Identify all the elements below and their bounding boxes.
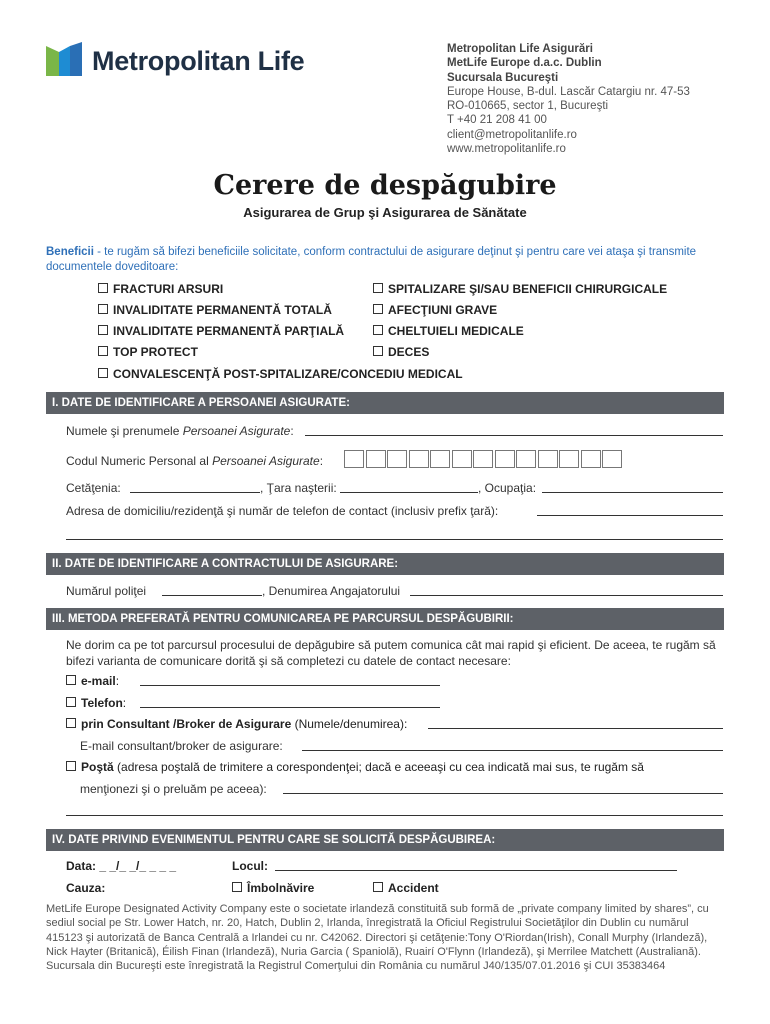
cnp-digit[interactable] bbox=[366, 450, 386, 468]
label-italic: Persoanei Asigurate bbox=[212, 454, 320, 468]
checkbox[interactable] bbox=[98, 304, 108, 314]
event-place-label: Locul: bbox=[232, 859, 268, 873]
date-mask: _ _/_ _/_ _ _ _ bbox=[99, 859, 177, 873]
logo-text: Metropolitan Life bbox=[92, 46, 305, 76]
cause-accident-option[interactable] bbox=[373, 881, 439, 895]
communication-paragraph: Ne dorim ca pe tot parcursul procesului de depăgubire să putem comunica cât mai rapid şi eficient. De aceea, te rugăm să bifezi varianta de comunicare dorită şi să completezi cu datele de contact necesare: bbox=[66, 638, 716, 668]
benefit-label: FRACTURI ARSURI bbox=[113, 282, 224, 296]
checkbox[interactable] bbox=[66, 675, 76, 685]
cnp-digit[interactable] bbox=[581, 450, 601, 468]
benefit-label: TOP PROTECT bbox=[113, 345, 198, 359]
email-field[interactable] bbox=[140, 685, 440, 686]
employer-field[interactable] bbox=[410, 595, 723, 596]
benefit-deces[interactable] bbox=[373, 345, 429, 359]
cnp-digit[interactable] bbox=[559, 450, 579, 468]
post-note-2: menţionezi şi o preluăm pe aceea): bbox=[80, 782, 267, 796]
company-address-2: RO-010665, sector 1, Bucureşti bbox=[447, 100, 609, 113]
occupation-label: , Ocupaţia: bbox=[478, 481, 537, 495]
benefit-label: INVALIDITATE PERMANENTĂ TOTALĂ bbox=[113, 303, 332, 317]
benefit-label: DECES bbox=[388, 345, 430, 359]
company-address-1: Europe House, B-dul. Lascăr Catargiu nr. 47-53 bbox=[447, 85, 690, 98]
page-title: Cerere de despăgubire bbox=[213, 170, 557, 201]
phone-field[interactable] bbox=[140, 707, 440, 708]
label-text: Codul Numeric Personal al bbox=[66, 454, 213, 468]
cnp-digit[interactable] bbox=[430, 450, 450, 468]
cnp-digit[interactable] bbox=[409, 450, 429, 468]
option-label: Telefon bbox=[81, 696, 123, 710]
company-info bbox=[447, 42, 747, 156]
cnp-input-boxes[interactable] bbox=[344, 450, 624, 469]
benefits-label: Beneficii bbox=[46, 246, 94, 258]
post-option[interactable] bbox=[66, 760, 644, 774]
metlife-logo bbox=[46, 42, 346, 80]
benefits-intro bbox=[46, 245, 726, 275]
company-name-3: Sucursala Bucureşti bbox=[447, 71, 559, 84]
legal-footer-registration: Sucursala din Bucureşti este înregistrată la Registrul Comerţului din România cu numărul J40/135/07.01.2016 şi CUI 35383464 bbox=[46, 960, 666, 973]
benefit-label: CONVALESCENŢĂ POST-SPITALIZARE/CONCEDIU MEDICAL bbox=[113, 367, 463, 381]
benefit-invaliditate-totala[interactable] bbox=[98, 303, 332, 317]
event-cause-label: Cauza: bbox=[66, 881, 106, 895]
consultant-email-field[interactable] bbox=[302, 750, 723, 751]
date-label: Data: bbox=[66, 859, 97, 873]
benefit-fracturi[interactable] bbox=[98, 282, 223, 296]
label-text: Numele şi prenumele bbox=[66, 424, 183, 438]
company-name-1: Metropolitan Life Asigurări bbox=[447, 43, 593, 55]
insured-name-label: Numele şi prenumele Persoanei Asigurate: bbox=[66, 424, 294, 438]
checkbox[interactable] bbox=[66, 718, 76, 728]
birth-country-label: , Ţara naşterii: bbox=[260, 481, 337, 495]
option-label: Poştă bbox=[81, 760, 114, 774]
event-date[interactable] bbox=[66, 859, 176, 873]
benefit-convalescenta[interactable] bbox=[98, 367, 463, 381]
option-note: (Numele/denumirea): bbox=[291, 717, 408, 731]
label-italic: Persoanei Asigurate bbox=[182, 424, 291, 438]
post-address-field[interactable] bbox=[283, 793, 723, 794]
benefit-cheltuieli[interactable] bbox=[373, 324, 524, 338]
company-website: www.metropolitanlife.ro bbox=[447, 143, 566, 156]
benefit-spitalizare[interactable] bbox=[373, 282, 667, 296]
checkbox[interactable] bbox=[373, 346, 383, 356]
page-subtitle: Asigurarea de Grup şi Asigurarea de Sănătate bbox=[243, 205, 527, 220]
company-name-2: MetLife Europe d.a.c. Dublin bbox=[447, 57, 602, 70]
benefits-intro-text: - te rugăm să bifezi beneficiile solicitate, conform contractului de asigurare deţinut şi pentru care vei ataşa şi transmite documentele doveditoare: bbox=[46, 246, 697, 273]
cnp-digit[interactable] bbox=[495, 450, 515, 468]
post-address-field-line-2[interactable] bbox=[66, 815, 723, 816]
checkbox[interactable] bbox=[232, 882, 242, 892]
consultant-name-field[interactable] bbox=[428, 728, 723, 729]
checkbox[interactable] bbox=[98, 368, 108, 378]
option-label: Îmbolnăvire bbox=[247, 881, 315, 895]
cnp-digit[interactable] bbox=[387, 450, 407, 468]
section-3-header: III. METODA PREFERATĂ PENTRU COMUNICAREA PE PARCURSUL DESPĂGUBIRII: bbox=[46, 608, 724, 630]
cnp-digit[interactable] bbox=[516, 450, 536, 468]
citizenship-field[interactable] bbox=[130, 492, 260, 493]
benefit-invaliditate-partiala[interactable] bbox=[98, 324, 344, 338]
option-label: e-mail bbox=[81, 674, 116, 688]
benefit-label: INVALIDITATE PERMANENTĂ PARŢIALĂ bbox=[113, 324, 345, 338]
consultant-option[interactable] bbox=[66, 717, 407, 731]
company-phone: T +40 21 208 41 00 bbox=[447, 114, 547, 127]
option-note: (adresa poştală de trimitere a corespondenţei; dacă e aceeaşi cu cea indicată mai sus, te rugăm să bbox=[113, 760, 644, 774]
cnp-label: Codul Numeric Personal al Persoanei Asigurate: bbox=[66, 454, 324, 468]
checkbox[interactable] bbox=[373, 325, 383, 335]
checkbox[interactable] bbox=[373, 283, 383, 293]
benefit-label: SPITALIZARE ŞI/SAU BENEFICII CHIRURGICALE bbox=[388, 282, 668, 296]
benefit-afectiuni-grave[interactable] bbox=[373, 303, 497, 317]
checkbox[interactable] bbox=[373, 304, 383, 314]
citizenship-label: Cetăţenia: bbox=[66, 481, 121, 495]
address-field[interactable] bbox=[537, 515, 723, 516]
benefit-label: CHELTUIELI MEDICALE bbox=[388, 324, 524, 338]
cnp-digit[interactable] bbox=[452, 450, 472, 468]
employer-label: , Denumirea Angajatorului bbox=[262, 584, 401, 598]
cnp-digit[interactable] bbox=[473, 450, 493, 468]
email-option[interactable]: e-mail: bbox=[66, 674, 119, 688]
section-4-header: IV. DATE PRIVIND EVENIMENTUL PENTRU CARE SE SOLICITĂ DESPĂGUBIREA: bbox=[46, 829, 724, 851]
checkbox[interactable] bbox=[66, 697, 76, 707]
checkbox[interactable] bbox=[98, 346, 108, 356]
phone-option[interactable]: Telefon: bbox=[66, 696, 126, 710]
birth-country-field[interactable] bbox=[340, 492, 478, 493]
benefit-label: AFECŢIUNI GRAVE bbox=[388, 303, 498, 317]
option-label: prin Consultant /Broker de Asigurare bbox=[81, 717, 292, 731]
checkbox[interactable] bbox=[373, 882, 383, 892]
checkbox[interactable] bbox=[98, 283, 108, 293]
cnp-digit[interactable] bbox=[538, 450, 558, 468]
legal-footer bbox=[46, 902, 726, 973]
event-place-field[interactable] bbox=[275, 870, 677, 871]
consultant-email-label: E-mail consultant/broker de asigurare: bbox=[80, 739, 283, 753]
insured-name-field[interactable] bbox=[305, 435, 723, 436]
cnp-digit[interactable] bbox=[344, 450, 364, 468]
metlife-logo-icon bbox=[46, 42, 84, 80]
policy-number-field[interactable] bbox=[162, 595, 262, 596]
policy-number-label: Numărul poliţei bbox=[66, 584, 147, 598]
cnp-digit[interactable] bbox=[602, 450, 622, 468]
checkbox[interactable] bbox=[98, 325, 108, 335]
option-label: Accident bbox=[388, 881, 439, 895]
cause-illness-option[interactable] bbox=[232, 881, 314, 895]
occupation-field[interactable] bbox=[542, 492, 723, 493]
section-1-header: I. DATE DE IDENTIFICARE A PERSOANEI ASIGURATE: bbox=[46, 392, 724, 414]
section-2-header: II. DATE DE IDENTIFICARE A CONTRACTULUI DE ASIGURARE: bbox=[46, 553, 724, 575]
benefit-top-protect[interactable] bbox=[98, 345, 198, 359]
company-email: client@metropolitanlife.ro bbox=[447, 128, 577, 141]
address-label: Adresa de domiciliu/rezidenţă şi număr de telefon de contact (inclusiv prefix ţară): bbox=[66, 504, 499, 518]
legal-footer-text: MetLife Europe Designated Activity Company este o societate irlandeză constituită sub formă de „private company limited by shares”, cu sediul social pe Str. Lower Hatch, nr. 20, Hatch, Dublin 2, Irlanda, înregistrată la Oficiul Registrului Societăţilor din Dublin cu numărul 415123 şi autorizată de Banca Centrală a Irlandei cu nr. C42062. Directori şi cetăţenie:Tony O'Riordan(Irish), Conall Murphy (Irlandeză), Nick Hayter (Britanică), Éilish Finan (Irlandeză), Nuria Garcia ( Spaniolă), Ruairí O'Flynn (Irlandeză), şi Merrilee Matchett (Australiană). bbox=[46, 903, 709, 958]
address-field-line-2[interactable] bbox=[66, 539, 723, 540]
checkbox[interactable] bbox=[66, 761, 76, 771]
